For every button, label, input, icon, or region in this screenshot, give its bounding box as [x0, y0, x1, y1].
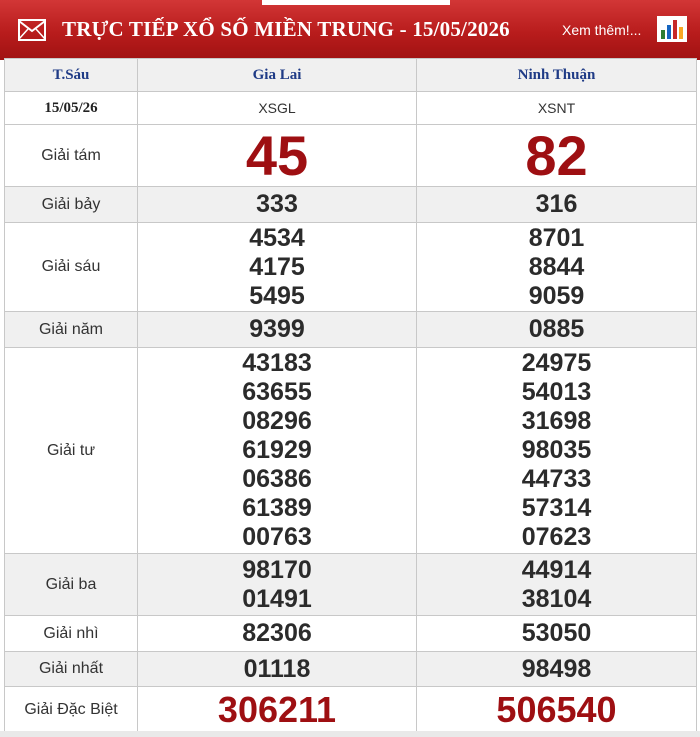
prize-number: 98498 [521, 654, 592, 683]
prize-cell [417, 223, 697, 312]
special-prize-number: 306211 [217, 688, 337, 730]
lottery-results-table [4, 58, 697, 733]
prize-number: 31698 [521, 407, 592, 435]
prize-label: Giải năm [5, 312, 138, 348]
prize-cell [138, 348, 417, 554]
prize-number: 07623 [521, 523, 592, 551]
prize-number: 82 [525, 123, 588, 187]
see-more-link[interactable]: Xem thêm!... [562, 22, 642, 38]
prize-number: 44914 [521, 555, 592, 584]
prize-cell [138, 187, 417, 223]
results-header [0, 0, 700, 60]
prize-cell [417, 554, 697, 616]
prize-label: Giải ba [5, 554, 138, 616]
day-of-week: T.Sáu [5, 59, 138, 92]
prize-number: 98170 [242, 555, 312, 584]
prize-row-g7 [5, 187, 697, 223]
prize-label: Giải Đặc Biệt [5, 687, 138, 733]
prize-row-g1 [5, 652, 697, 687]
province-ninh-thuan[interactable]: Ninh Thuận [417, 59, 697, 92]
prize-number: 4534 [249, 223, 305, 252]
table-header-row [5, 59, 697, 92]
province-code-gia-lai: XSGL [138, 92, 417, 125]
prize-label: Giải tám [5, 125, 138, 187]
prize-cell [417, 616, 697, 652]
bar-chart-icon[interactable] [657, 16, 687, 42]
page-title: TRỰC TIẾP XỔ SỐ MIỀN TRUNG - 15/05/2026 [62, 17, 510, 41]
prize-number: 8844 [528, 252, 585, 281]
footer-strip [0, 731, 700, 737]
prize-cell [138, 554, 417, 616]
prize-number: 57314 [521, 494, 592, 522]
prize-number: 5495 [249, 281, 305, 310]
prize-cell [138, 125, 417, 187]
prize-cell [138, 312, 417, 348]
prize-number: 82306 [242, 619, 312, 647]
prize-number: 54013 [521, 378, 592, 406]
prize-row-special [5, 687, 697, 733]
prize-number: 61929 [242, 436, 312, 464]
prize-label: Giải nhì [5, 616, 138, 652]
prize-cell [417, 312, 697, 348]
header-tab-indicator [262, 0, 450, 5]
prize-number: 38104 [521, 584, 592, 613]
prize-cell [417, 687, 697, 733]
prize-cell [138, 652, 417, 687]
prize-number: 08296 [242, 407, 312, 435]
prize-number: 63655 [242, 378, 312, 406]
prize-label: Giải sáu [5, 223, 138, 312]
prize-cell [417, 348, 697, 554]
prize-number: 01491 [242, 584, 312, 613]
prize-cell [138, 687, 417, 733]
prize-number: 44733 [521, 465, 592, 493]
province-code-row [5, 92, 697, 125]
province-gia-lai[interactable]: Gia Lai [138, 59, 417, 92]
prize-row-g8 [5, 125, 697, 187]
prize-row-g3 [5, 554, 697, 616]
prize-cell [138, 223, 417, 312]
special-prize-number: 506540 [496, 688, 617, 730]
prize-number: 98035 [521, 436, 592, 464]
prize-number: 8701 [528, 223, 585, 252]
prize-number: 43183 [242, 349, 312, 377]
prize-number: 53050 [521, 619, 592, 647]
prize-number: 316 [535, 190, 578, 218]
prize-number: 06386 [242, 465, 312, 493]
prize-number: 9399 [249, 315, 305, 343]
prize-cell [417, 187, 697, 223]
prize-number: 333 [256, 190, 298, 218]
prize-cell [417, 652, 697, 687]
prize-number: 61389 [242, 494, 312, 522]
province-code-ninh-thuan: XSNT [417, 92, 697, 125]
mail-icon [18, 19, 46, 41]
prize-number: 01118 [243, 654, 311, 683]
prize-number: 24975 [521, 349, 592, 377]
prize-cell [417, 125, 697, 187]
prize-label: Giải tư [5, 348, 138, 554]
prize-row-g5 [5, 312, 697, 348]
prize-number: 00763 [242, 523, 312, 551]
prize-number: 4175 [249, 252, 305, 281]
prize-label: Giải nhất [5, 652, 138, 687]
prize-row-g2 [5, 616, 697, 652]
prize-number: 0885 [528, 315, 585, 343]
prize-row-g4 [5, 348, 697, 554]
prize-number: 9059 [528, 281, 585, 310]
prize-label: Giải bảy [5, 187, 138, 223]
prize-cell [138, 616, 417, 652]
draw-date: 15/05/26 [5, 92, 138, 125]
prize-row-g6 [5, 223, 697, 312]
prize-number: 45 [245, 123, 309, 187]
